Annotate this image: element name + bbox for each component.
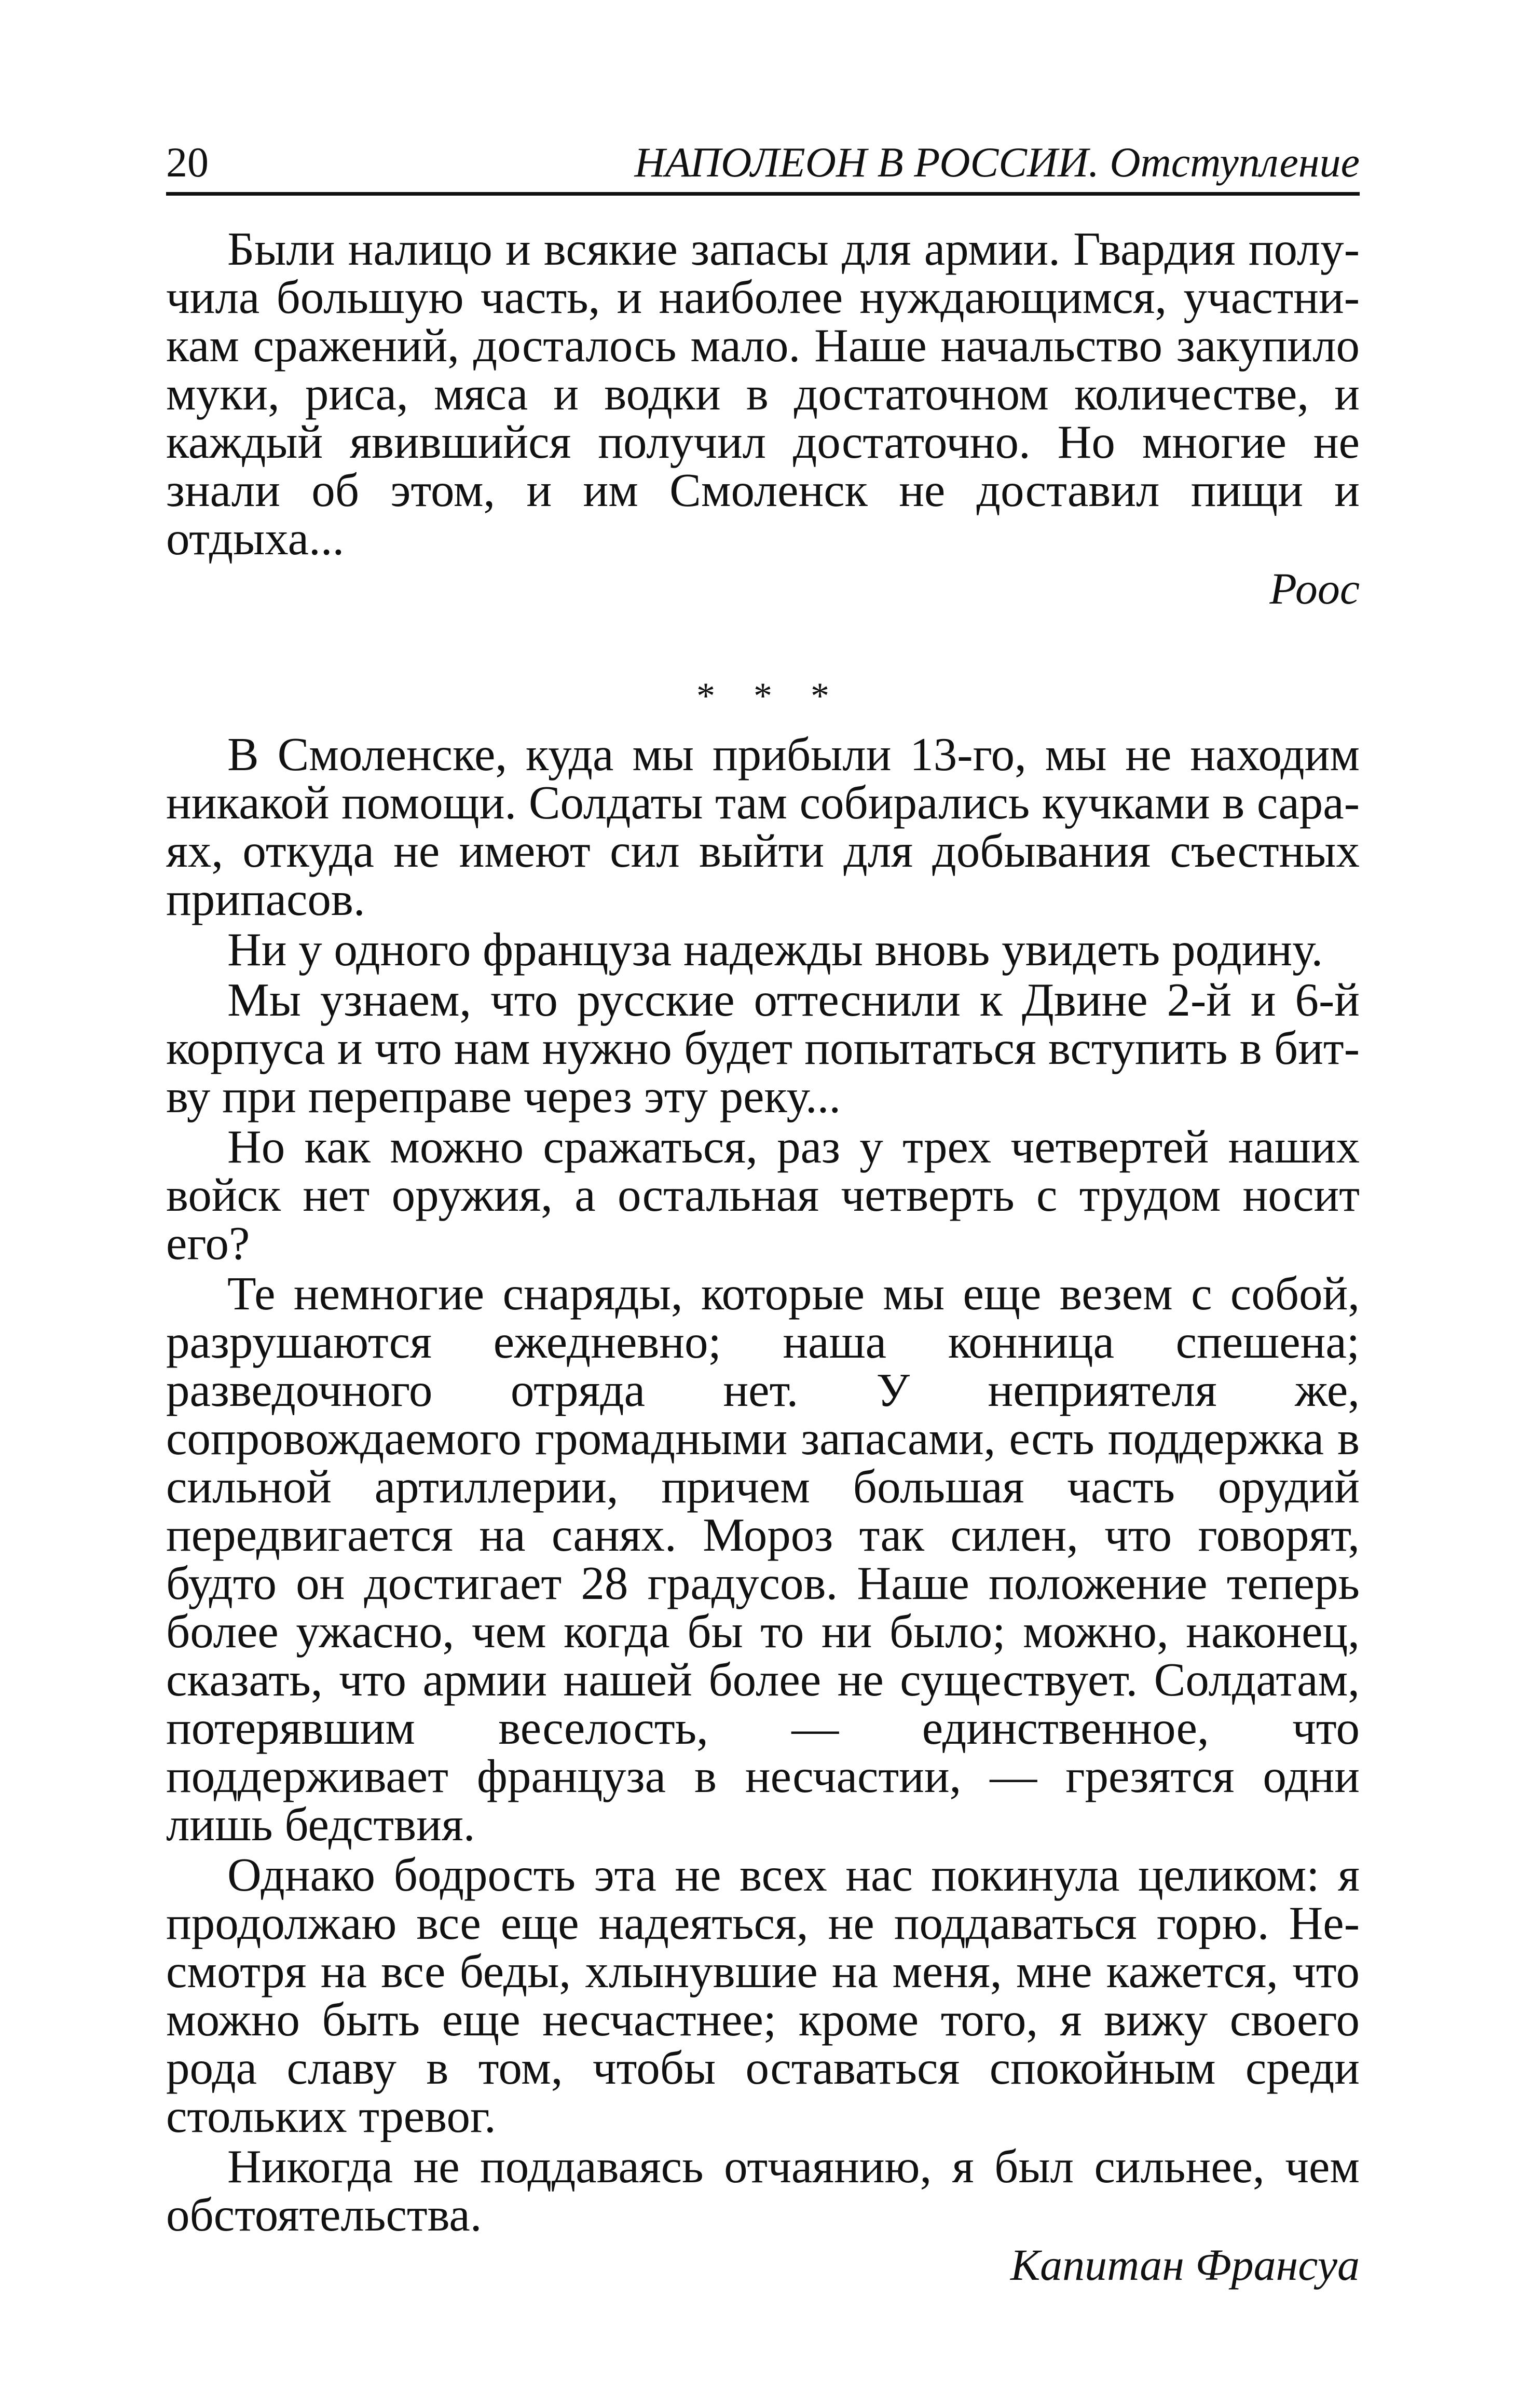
page-number: 20 xyxy=(166,139,209,186)
paragraph: Но как можно сражаться, раз у трех четвертей наших войск нет оружия, а остальная четверть с трудом носит его? xyxy=(166,1120,1360,1269)
attribution-roos: Роос xyxy=(1269,564,1360,613)
paragraph: В Смоленске, куда мы прибыли 13-го, мы не находим никакой помощи. Солдаты там собирались кучками в сараях, откуда не имеют сил выйти для добывания съестных припасов. xyxy=(166,728,1360,925)
paragraph: Однако бодрость эта не всех нас покинула целиком: я продолжаю все еще надеяться, не поддаваться горю. Несмотря на все беды, хлынувшие на меня, мне кажется, что можно быть еще несчастнее; кроме того, я вижу своего рода славу в том, чтобы оставаться спокойным среди стольких тревог. xyxy=(166,1849,1360,2142)
paragraph: Были налицо и всякие запасы для армии. Гвардия получила большую часть, и наиболее нуждающимся, участникам сражений, досталось мало. Наше начальство закупило муки, риса, мяса и водки в достаточном количестве, и каждый явившийся получил достаточно. Но многие не знали об этом, и им Смоленск не доставил пищи и отдыха... xyxy=(166,223,1360,565)
section-separator: * * * xyxy=(696,675,844,717)
paragraph: Никогда не поддаваясь отчаянию, я был сильнее, чем обстоятельства. xyxy=(166,2140,1360,2241)
paragraph: Те немногие снаряды, которые мы еще везем с собой, разрушаются ежедневно; наша конница спешена; разведочного отряда нет. У неприятеля же, сопровождаемого громадными запасами, есть поддержка в сильной артиллерии, причем большая часть орудий передвигается на санях. Мороз так силен, что говорят, будто он достигает 28 градусов. Наше положение теперь более ужасно, чем когда бы то ни было; можно, наконец, сказать, что армии нашей более не существует. Солдатам, потерявшим веселость, — единственное, что поддерживает француза в несчастии, — грезятся одни лишь бедствия. xyxy=(166,1267,1360,1851)
page-header xyxy=(166,130,1360,196)
running-title: НАПОЛЕОН В РОССИИ. Отступление xyxy=(634,139,1360,186)
paragraph: Мы узнаем, что русские оттеснили к Двине 2-й и 6-й корпуса и что нам нужно будет попытаться вступить в битву при переправе через эту реку... xyxy=(166,974,1360,1123)
paragraph: Ни у одного француза надежды вновь увидеть родину. xyxy=(227,923,1323,976)
page-body xyxy=(166,225,1360,2289)
book-page xyxy=(166,130,1360,2289)
attribution-captain-francois: Капитан Франсуа xyxy=(1010,2240,1360,2290)
